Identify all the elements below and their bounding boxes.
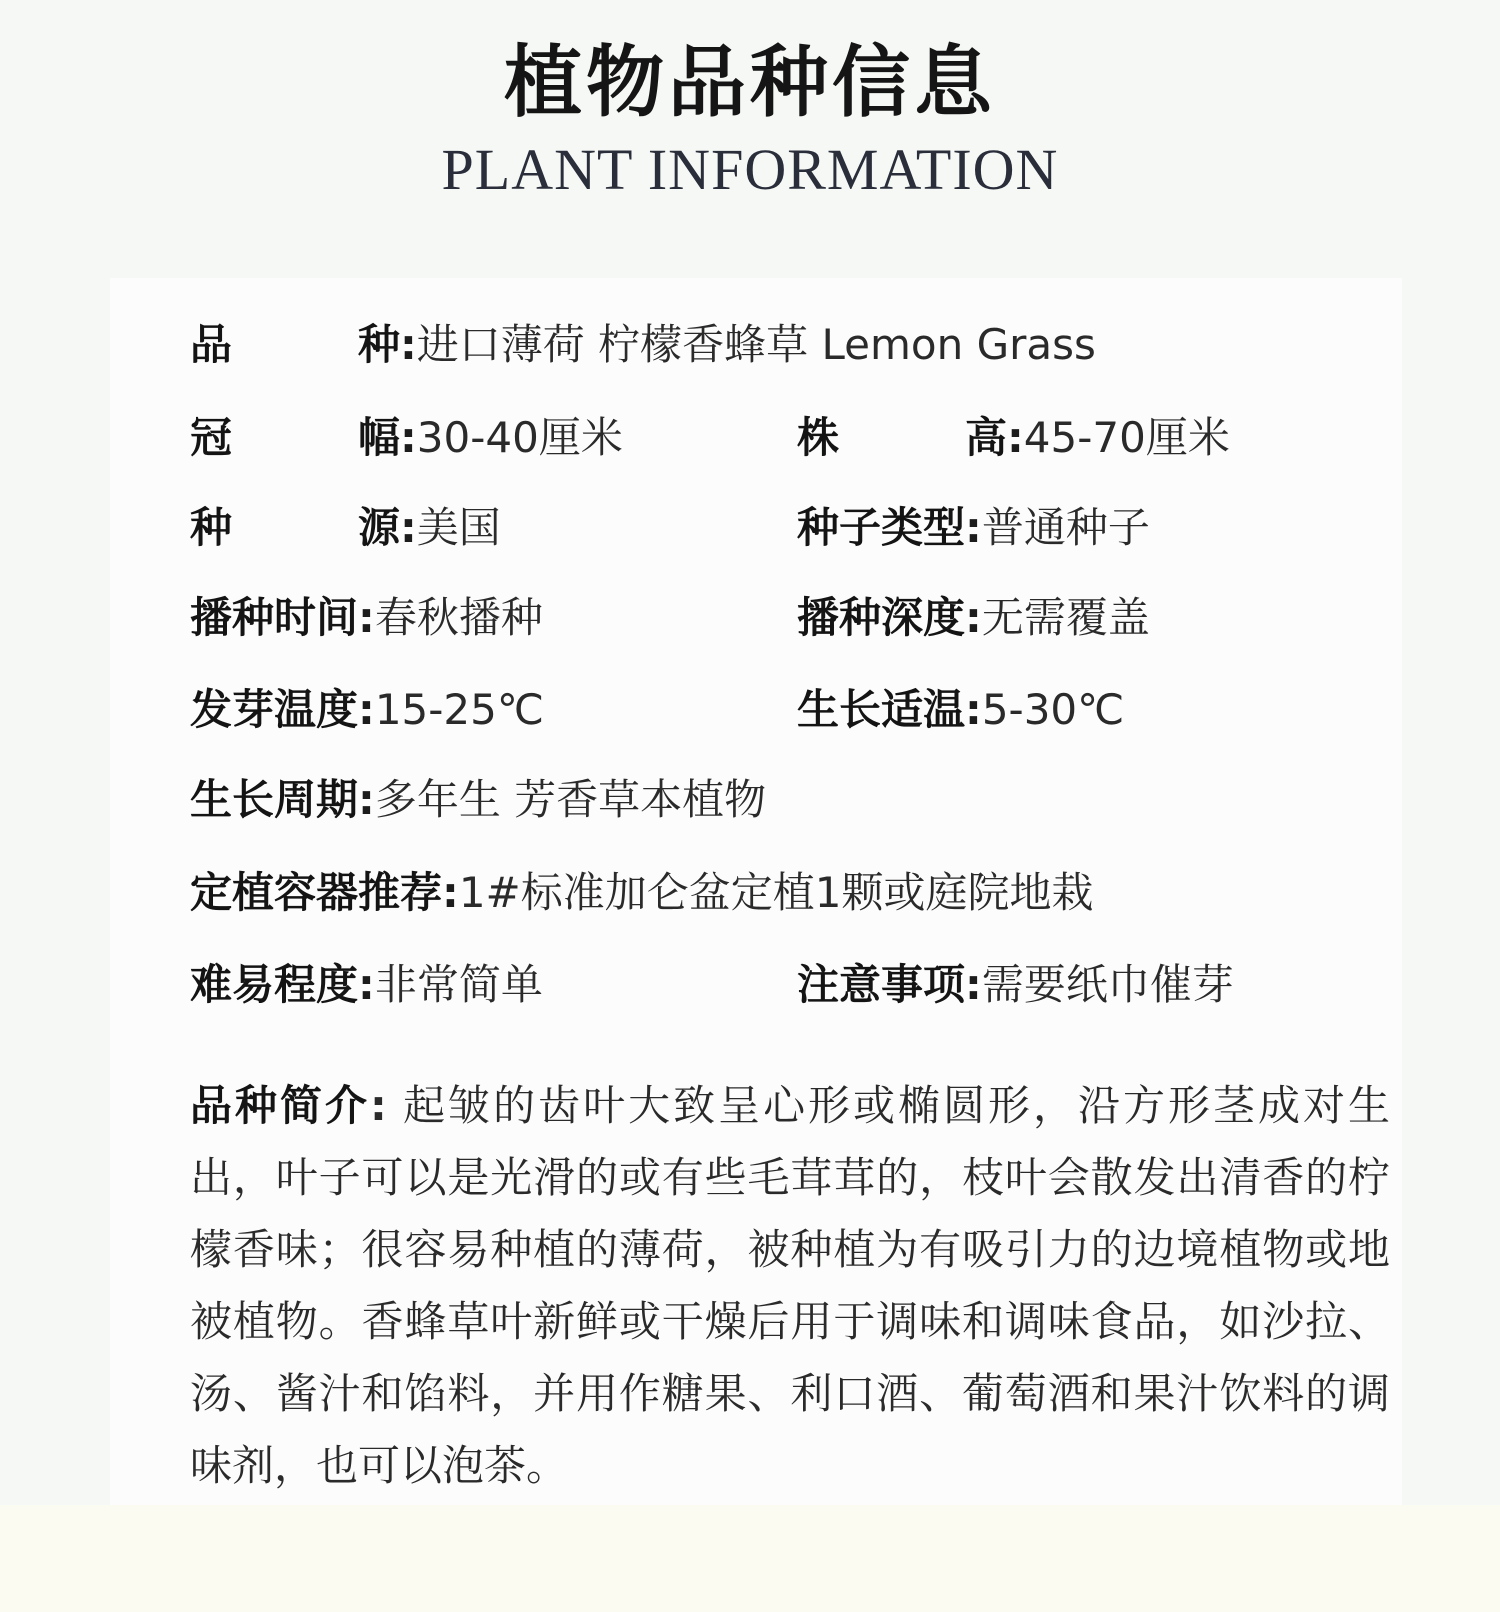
field-intro-value: 起皱的齿叶大致呈心形或椭圆形，沿方形茎成对生出，叶子可以是光滑的或有些毛茸茸的，枝叶会散发出清香的柠檬香味；很容易种植的薄荷，被种植为有吸引力的边境植物或地被植物。香蜂草叶新鲜或干燥后用于调味和调味食品，如沙拉、汤、酱汁和馅料，并用作糖果、利口酒、葡萄酒和果汁饮料的调味剂，也可以泡茶。 [190,1081,1390,1490]
field-seed-type-value: 普通种子 [981,503,1150,552]
field-sow-time-value: 春秋播种 [374,593,543,642]
field-cycle-value: 多年生 芳香草本植物 [374,775,767,824]
field-container: 定植容器推荐:1#标准加仑盆定植1颗或庭院地栽 [190,863,1093,923]
field-germ-temp-label: 发芽温度 [190,685,359,734]
field-notes: 注意事项:需要纸巾催芽 [797,955,1234,1015]
field-variety: 品 种 :进口薄荷 柠檬香蜂草 Lemon Grass [190,315,1096,375]
field-difficulty: 难易程度:非常简单 [190,955,543,1015]
field-grow-temp-value: 5-30℃ [981,685,1125,734]
field-sow-depth: 播种深度:无需覆盖 [797,588,1150,648]
field-seed-type-label: 种子类型 [797,503,966,552]
field-notes-value: 需要纸巾催芽 [981,960,1234,1009]
field-intro: 品种简介: 起皱的齿叶大致呈心形或椭圆形，沿方形茎成对生出，叶子可以是光滑的或有些毛茸茸的，枝叶会散发出清香的柠檬香味；很容易种植的薄荷，被种植为有吸引力的边境植物或地被植物。香蜂草叶新鲜或干燥后用于调味和调味食品，如沙拉、汤、酱汁和馅料，并用作糖果、利口酒、葡萄酒和果汁饮料的调味剂，也可以泡茶。 [190,1081,1390,1490]
field-sow-depth-value: 无需覆盖 [981,593,1150,642]
field-origin-value: 美国 [416,503,501,552]
field-grow-temp: 生长适温:5-30℃ [797,680,1124,740]
field-germ-temp: 发芽温度:15-25℃ [190,680,544,740]
field-variety-value: 进口薄荷 柠檬香蜂草 Lemon Grass [416,320,1096,369]
field-difficulty-value: 非常简单 [374,960,543,1009]
page-subtitle: PLANT INFORMATION [441,137,1059,202]
field-origin-label: 种 源 [190,503,400,552]
field-germ-temp-value: 15-25℃ [374,685,545,734]
field-sow-depth-label: 播种深度 [797,593,966,642]
field-cycle: 生长周期:多年生 芳香草本植物 [190,770,766,830]
field-height-label: 株 高 [797,413,1007,462]
field-cycle-label: 生长周期 [190,775,359,824]
field-crown-value: 30-40厘米 [416,413,623,462]
field-container-label: 定植容器推荐 [190,868,443,917]
field-crown-label: 冠 幅 [190,413,400,462]
field-crown: 冠 幅 :30-40厘米 [190,408,623,468]
field-notes-label: 注意事项 [797,960,966,1009]
field-sow-time: 播种时间:春秋播种 [190,588,543,648]
field-height: 株 高 :45-70厘米 [797,408,1230,468]
field-grow-temp-label: 生长适温 [797,685,966,734]
field-variety-label: 品 种 [190,320,400,369]
field-seed-type: 种子类型:普通种子 [797,498,1150,558]
field-difficulty-label: 难易程度 [190,960,359,1009]
field-container-value: 1#标准加仑盆定植1颗或庭院地栽 [458,868,1094,917]
field-origin: 种 源 :美国 [190,498,501,558]
page-title: 植物品种信息 [503,38,996,128]
field-intro-label: 品种简介 [190,1081,370,1130]
field-height-value: 45-70厘米 [1023,413,1230,462]
field-sow-time-label: 播种时间 [190,593,359,642]
